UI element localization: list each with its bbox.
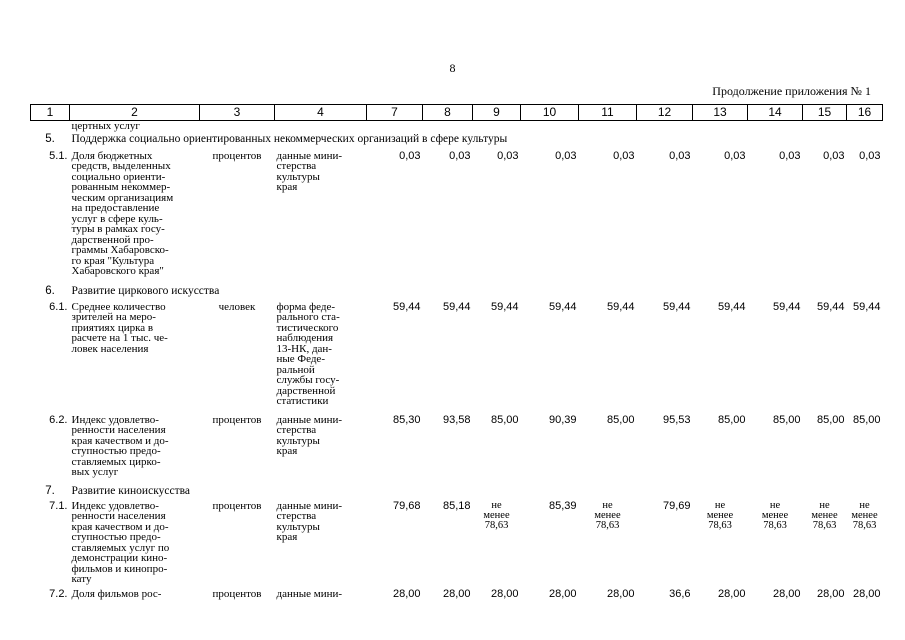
value-cell: 59,44 — [548, 300, 577, 313]
value-cell: 0,03 — [823, 149, 845, 162]
header-cell: 16 — [847, 105, 883, 121]
value-cell: 0,03 — [497, 149, 519, 162]
section-title: Развитие киноискусства — [71, 484, 190, 497]
header-cell: 2 — [70, 105, 200, 121]
value-cell: 0,03 — [779, 149, 801, 162]
value-cell: 85,00 — [490, 413, 519, 426]
section-title: Поддержка социально ориентированных некоммерческих организаций в сфере культуры — [71, 132, 508, 145]
indicator-name: Доля бюджетных средств, выделенных социально ориенти- рованным некоммер- ческим организациям на предоставление услуг в сфере куль- туры в рамках госу- дарственной про- граммы Хабаровско- го края "Культура Хабаровского края" — [71, 149, 174, 277]
source-cell: данные мини- — [276, 587, 343, 600]
value-cell: 0,03 — [449, 149, 471, 162]
value-cell: 95,53 — [662, 413, 691, 426]
value-cell: 85,00 — [717, 413, 746, 426]
value-cell: не менее 78,63 — [811, 499, 838, 531]
value-cell: 85,39 — [548, 499, 577, 512]
value-cell: 0,03 — [669, 149, 691, 162]
unit-cell: процентов — [212, 587, 262, 600]
value-cell: 28,00 — [606, 587, 635, 600]
value-cell: 85,00 — [816, 413, 845, 426]
indicators-table — [30, 104, 883, 607]
source-cell: данные мини- стерства культуры края — [276, 499, 343, 543]
header-cell: 3 — [200, 105, 275, 121]
section-number: 5. — [45, 132, 55, 145]
value-cell: 59,44 — [490, 300, 519, 313]
value-cell: 85,30 — [392, 413, 421, 426]
indicator-name: Среднее количество зрителей на меро- приятиях цирка в расчете на 1 тыс. че- ловек населения — [71, 300, 168, 355]
section-row — [31, 485, 883, 501]
value-cell: 59,44 — [606, 300, 635, 313]
value-cell: 59,44 — [852, 300, 881, 313]
value-cell: 0,03 — [555, 149, 577, 162]
row-number: 7.2. — [49, 587, 68, 600]
value-cell: 0,03 — [859, 149, 881, 162]
carry-over-text: цертных услуг — [71, 120, 140, 132]
indicator-name: Индекс удовлетво- ренности населения края качеством и до- ступностью предо- ставляемых услуг по демонстрации кино- фильмов и кинопро- кату — [71, 499, 170, 585]
value-cell: 28,00 — [490, 587, 519, 600]
value-cell: 85,18 — [442, 499, 471, 512]
value-cell: 36,6 — [669, 587, 691, 600]
indicator-name: Доля фильмов рос- — [71, 587, 162, 600]
value-cell: 59,44 — [442, 300, 471, 313]
value-cell: 59,44 — [717, 300, 746, 313]
value-cell: 28,00 — [852, 587, 881, 600]
indicator-row — [31, 302, 883, 415]
value-cell: 28,00 — [772, 587, 801, 600]
value-cell: 59,44 — [392, 300, 421, 313]
source-cell: форма феде- рального ста- тистического наблюдения 13-НК, дан- ные Феде- ральной службы госу- дарственной статистики — [276, 300, 340, 407]
header-cell: 1 — [31, 105, 70, 121]
header-cell: 10 — [521, 105, 579, 121]
continuation-note: Продолжение приложения № 1 — [712, 84, 871, 98]
source-cell: данные мини- стерства культуры края — [276, 149, 343, 193]
row-number: 7.1. — [49, 499, 68, 512]
unit-cell: процентов — [212, 413, 262, 426]
section-title: Развитие циркового искусства — [71, 284, 220, 297]
value-cell: 28,00 — [392, 587, 421, 600]
value-cell: 28,00 — [548, 587, 577, 600]
header-cell: 9 — [473, 105, 521, 121]
value-cell: 90,39 — [548, 413, 577, 426]
value-cell: 28,00 — [816, 587, 845, 600]
value-cell: 59,44 — [772, 300, 801, 313]
section-number: 6. — [45, 284, 55, 297]
page-number: 8 — [449, 61, 456, 75]
value-cell: не менее 78,63 — [594, 499, 621, 531]
value-cell: 0,03 — [613, 149, 635, 162]
unit-cell: человек — [218, 300, 256, 313]
header-cell: 15 — [803, 105, 847, 121]
value-cell: 93,58 — [442, 413, 471, 426]
value-cell: не менее 78,63 — [483, 499, 510, 531]
value-cell: не менее 78,63 — [851, 499, 878, 531]
indicator-row — [31, 589, 883, 607]
header-cell: 13 — [693, 105, 748, 121]
value-cell: не менее 78,63 — [706, 499, 734, 531]
indicator-name: Индекс удовлетво- ренности населения края качеством и до- ступностью предо- ставляемых цирко- вых услуг — [71, 413, 169, 478]
header-cell: 4 — [275, 105, 367, 121]
header-cell: 12 — [637, 105, 693, 121]
value-cell: 0,03 — [724, 149, 746, 162]
section-row — [31, 133, 883, 151]
header-cell: 14 — [748, 105, 803, 121]
indicator-row — [31, 415, 883, 485]
source-cell: данные мини- стерства культуры края — [276, 413, 343, 457]
unit-cell: процентов — [212, 149, 262, 162]
value-cell: 59,44 — [662, 300, 691, 313]
indicator-row — [31, 501, 883, 589]
value-cell: 28,00 — [717, 587, 746, 600]
section-row — [31, 285, 883, 302]
value-cell: 85,00 — [772, 413, 801, 426]
row-number: 6.2. — [49, 413, 68, 426]
value-cell: не менее 78,63 — [761, 499, 789, 531]
indicator-row — [31, 151, 883, 285]
row-number: 6.1. — [49, 300, 68, 313]
unit-cell: процентов — [212, 499, 262, 512]
section-number: 7. — [45, 484, 55, 497]
carry-over-row — [31, 121, 883, 133]
value-cell: 85,00 — [606, 413, 635, 426]
value-cell: 59,44 — [816, 300, 845, 313]
header-cell: 11 — [579, 105, 637, 121]
header-cell: 8 — [423, 105, 473, 121]
value-cell: 79,69 — [662, 499, 691, 512]
value-cell: 28,00 — [442, 587, 471, 600]
value-cell: 85,00 — [852, 413, 881, 426]
value-cell: 0,03 — [399, 149, 421, 162]
header-cell: 7 — [367, 105, 423, 121]
row-number: 5.1. — [49, 149, 68, 162]
column-number-header — [31, 105, 883, 121]
value-cell: 79,68 — [392, 499, 421, 512]
